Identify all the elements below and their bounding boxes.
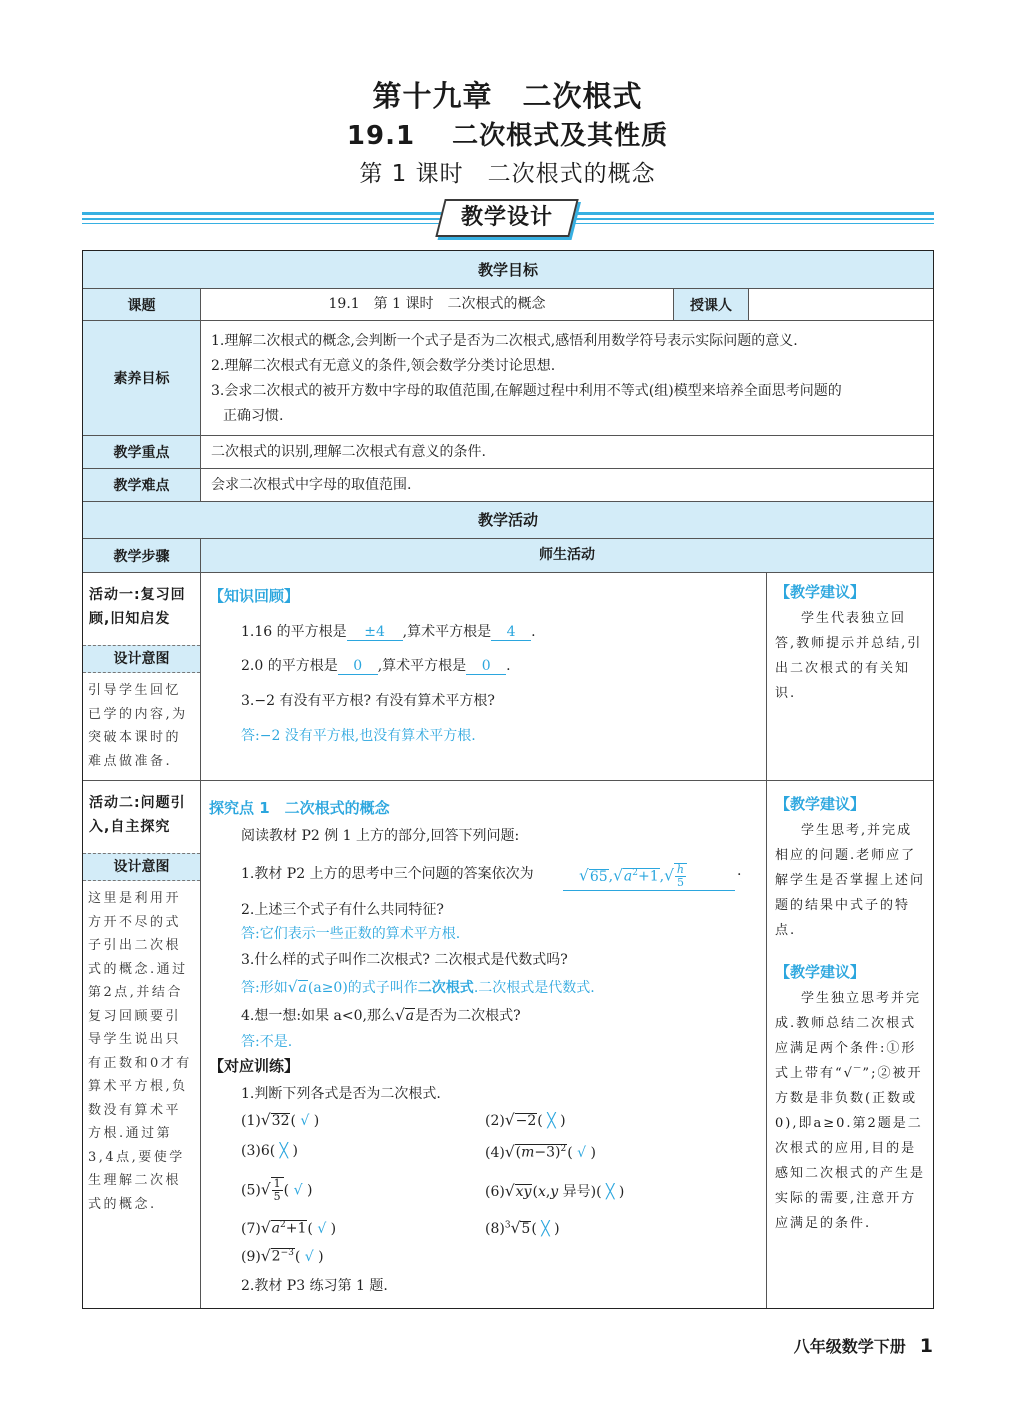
drill-item-2: (2)√−2( ╳ )	[485, 1111, 566, 1129]
activity2-side	[83, 781, 201, 1308]
explore-question-2: 2.上述三个式子有什么共同特征?	[241, 902, 444, 918]
q2-answer-b: 0	[466, 658, 506, 675]
lesson-title: 第 1 课时 二次根式的概念	[359, 161, 656, 187]
teacher-student-label: 师生活动	[539, 547, 595, 563]
steps-label: 教学步骤	[83, 539, 201, 572]
explore-question-1	[241, 863, 534, 883]
activity-header	[83, 502, 933, 539]
review-question-2: 2.0 的平方根是 0 ,算术平方根是 0 .	[241, 658, 511, 674]
drill-question-1: 1.判断下列各式是否为二次根式.	[241, 1086, 441, 1102]
goals-header	[83, 251, 933, 289]
cross-mark: ╳	[279, 1143, 289, 1159]
q1-answer-b: 4	[491, 624, 531, 641]
drill-item-7: $(7)√a^2+1$( √ )	[241, 1219, 337, 1237]
drill-heading: 【对应训练】	[209, 1057, 300, 1075]
drill-question-2: 2.教材 P3 练习第 1 题.	[241, 1278, 388, 1294]
review-question-1: 1.16 的平方根是 ±4 ,算术平方根是 4 .	[241, 624, 536, 640]
activity2-row	[83, 781, 933, 1308]
review-question-3: 3.−2 有没有平方根? 有没有算术平方根?	[241, 693, 495, 709]
chapter-title: 第十九章 二次根式	[372, 79, 643, 113]
q2-answer-a: 0	[338, 658, 378, 675]
review-answer-3: 答:−2 没有平方根,也没有算术平方根.	[241, 728, 476, 744]
key-row	[83, 436, 933, 469]
activity1-tip	[767, 573, 933, 780]
drill-item-1: (1)√32( √ )	[241, 1111, 320, 1129]
lesson-plan-table	[82, 250, 934, 1309]
q1-text-b: ,算术平方根是	[402, 624, 492, 640]
activity2-tip2-text: 学生独立思考并完成.教师总结二次根式应满足两个条件:①形式上带有“√‾”;②被开方数是非负数(正数或0),即a≥0.第2题是二次根式的应用,目的是感知二次根式的产生是实际的需要,注意开方应满足的条件.	[775, 991, 926, 1231]
literacy-item: 2.理解二次根式有无意义的条件,领会数学分类讨论思想.	[211, 358, 556, 374]
a3-term: 二次根式	[417, 980, 474, 996]
check-mark: √	[317, 1221, 327, 1237]
goals-header-label: 教学目标	[477, 261, 538, 279]
topic-value: 19.1 第 1 课时 二次根式的概念	[201, 289, 674, 320]
key-label: 教学重点	[83, 436, 201, 468]
activity1-main	[201, 573, 767, 780]
drill-item-4: $(4)√(m-3)^2$( √ )	[485, 1143, 597, 1161]
explore-answer-2: 答:它们表示一些正数的算术平方根.	[241, 926, 461, 942]
q2-text-a: 2.0 的平方根是	[241, 658, 338, 674]
explore-answer-3: 答:形如√a(a≥0)的式子叫作二次根式.二次根式是代数式.	[241, 978, 595, 996]
teacher-value[interactable]	[749, 289, 933, 320]
check-mark: √	[577, 1145, 587, 1161]
activity2-tips	[767, 781, 933, 1308]
activity1-design-label: 设计意图	[83, 645, 200, 673]
drill-item-5: (5)√ $\frac{1}{5}$ ( √ )	[241, 1177, 313, 1203]
q2-text-b: ,算术平方根是	[377, 658, 467, 674]
drill-item-3: (3)6( ╳ )	[241, 1143, 299, 1159]
q4-prefix: 4.想一想:如果 a<0,那么	[241, 1008, 395, 1024]
drill-item-8: $(8)^3√5$( ╳ )	[485, 1219, 560, 1237]
activity1-tip-text: 学生代表独立回答,教师提示并总结,引出二次根式的有关知识.	[775, 611, 923, 701]
a3-prefix: 答:形如	[241, 980, 288, 996]
literacy-item: 1.理解二次根式的概念,会判断一个式子是否为二次根式,感悟利用数学符号表示实际问题的意义.	[211, 333, 798, 349]
explore-q1-text: 1.教材 P2 上方的思考中三个问题的答案依次为	[241, 866, 534, 882]
q4-suffix: 是否为二次根式?	[415, 1008, 521, 1024]
literacy-row	[83, 321, 933, 436]
check-mark: √	[300, 1113, 310, 1129]
activity2-title: 活动二:问题引入,自主探究	[89, 795, 186, 835]
literacy-content	[211, 321, 927, 435]
a3-suffix: .二次根式是代数式.	[473, 980, 595, 996]
explore-question-4: 4.想一想:如果 a<0,那么√a是否为二次根式?	[241, 1006, 521, 1024]
topic-label: 课题	[83, 289, 201, 320]
activity1-title: 活动一:复习回顾,旧知启发	[89, 587, 186, 627]
book-title: 八年级数学下册	[793, 1337, 906, 1356]
activity1-side	[83, 573, 201, 780]
literacy-label: 素养目标	[83, 321, 201, 435]
activity2-tip1-heading: 【教学建议】	[775, 795, 866, 813]
cross-mark: ╳	[547, 1113, 556, 1129]
literacy-item: 正确习惯.	[223, 408, 284, 424]
activity2-design-label: 设计意图	[83, 853, 200, 881]
difficult-label: 教学难点	[83, 469, 201, 501]
activity2-tip2-heading: 【教学建议】	[775, 963, 866, 981]
section-title: 19.1 二次根式及其性质	[346, 121, 669, 151]
cross-mark: ╳	[606, 1184, 615, 1200]
explore-question-3: 3.什么样的式子叫作二次根式? 二次根式是代数式吗?	[241, 952, 568, 968]
steps-header-row	[83, 539, 933, 573]
activity-header-label: 教学活动	[477, 511, 538, 529]
key-value: 二次根式的识别,理解二次根式有意义的条件.	[211, 444, 486, 460]
activity2-tip1-text: 学生思考,并完成相应的问题.老师应了解学生是否掌握上述问题的结果中式子的特点.	[775, 823, 926, 938]
activity1-tip-heading: 【教学建议】	[775, 583, 866, 601]
knowledge-review-heading: 【知识回顾】	[209, 587, 300, 605]
explore-q1-answer: $√65,√a^2+1,√$ $\frac{h}{5}$	[563, 853, 735, 891]
explore-answer-4: 答:不是.	[241, 1034, 293, 1050]
activity1-design-text: 引导学生回忆已学的内容,为突破本课时的难点做准备.	[88, 683, 188, 769]
drill-item-9: $(9)√2^{-3}$( √ )	[241, 1247, 324, 1265]
q1-answer-a: ±4	[347, 624, 403, 641]
drill-item-6: (6)√xy(x,y 异号)( ╳ )	[485, 1182, 625, 1200]
page-footer	[794, 1334, 933, 1357]
q1-text-a: 1.16 的平方根是	[241, 624, 347, 640]
activity1-row	[83, 573, 933, 781]
activity2-design-text: 这里是利用开方开不尽的式子引出二次根式的概念.通过第2点,并结合复习回顾要引导学生说出只有正数和0才有算术平方根,负数没有算术平方根.通过第3,4点,要使学生理解二次根式的概念.	[88, 891, 192, 1212]
difficult-value: 会求二次根式中字母的取值范围.	[211, 477, 412, 493]
teacher-label: 授课人	[674, 289, 749, 320]
difficult-row	[83, 469, 933, 502]
topic-row	[83, 289, 933, 321]
check-mark: √	[304, 1249, 314, 1265]
cross-mark: ╳	[541, 1221, 550, 1237]
explore-intro: 阅读教材 P2 例 1 上方的部分,回答下列问题:	[241, 828, 520, 844]
check-mark: √	[293, 1182, 303, 1199]
page-number: 1	[919, 1335, 933, 1357]
a3-middle: (a≥0)的式子叫作	[307, 980, 418, 996]
activity2-main: 探究点 1 二次根式的概念 阅读教材 P2 例 1 上方的部分,回答下列问题: 1.教材 P2 上方的思考中三个问题的答案依次为 $√65,√a^2+1,√$ $\frac{h}{5}$ . 2.上述三个式子有什么共同特征? 答:它们表示一些正数的算术平方根. 3.什么样的式子叫作二次根式? 二次根式是代数式吗? 答:形如√a(a≥0)的式子叫作二次根式.二次根式是代数式. 4.想一想:如果 a<0,那么√a是否为二次根式? 答:不是. 【对应训练】 1.判断下列各式是否为二次根式. (1)√32( √ ) (2)√−2( ╳ ) (3)6( ╳ ) $(4)√(m-3)^2$( √ ) (5)√ $\frac{1}{5}$ ( √ ) (6)√xy(x,y 异号)( ╳ ) $(7)√a^2+1$( √ ) $(8)^3√5$( ╳ ) $(9)√2^{-3}$( √ ) 2.教材 P3 练习第 1 题.	[201, 781, 767, 1308]
explore-point-heading: 探究点 1 二次根式的概念	[209, 799, 390, 817]
banner-title: 教学设计	[460, 205, 553, 230]
literacy-item: 3.会求二次根式的被开方数中字母的取值范围,在解题过程中利用不等式(组)模型来培养全面思考问题的	[211, 383, 842, 399]
